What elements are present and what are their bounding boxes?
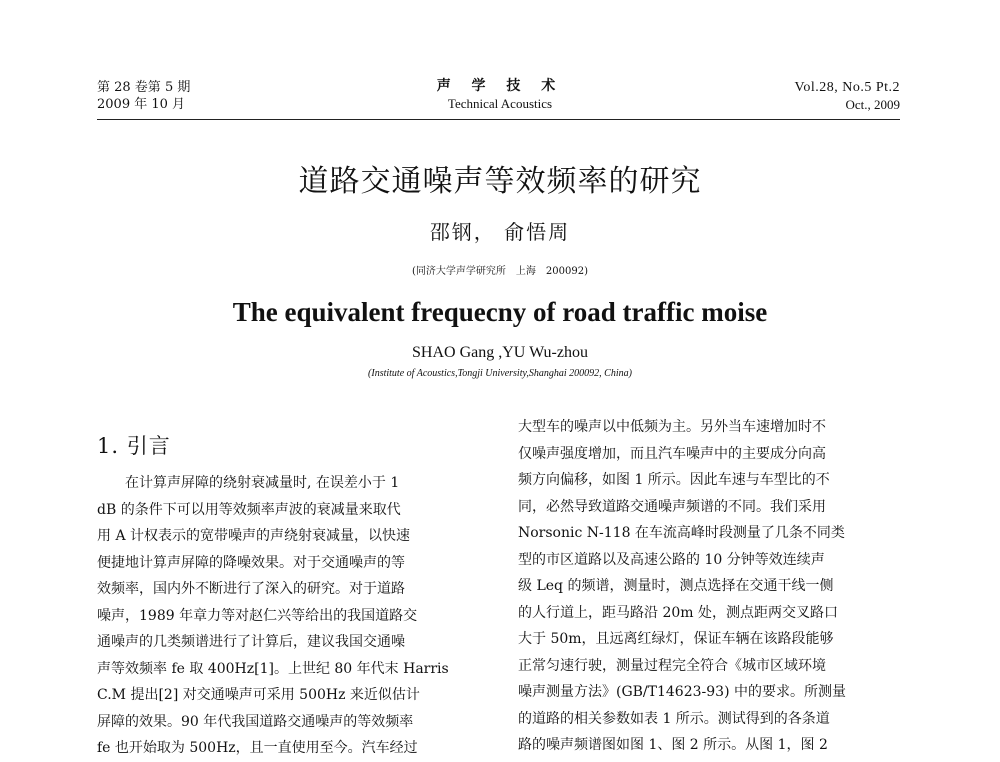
text-line: Norsonic N-118 在车流高峰时段测量了几条不同类 <box>518 525 845 541</box>
text-line: 通噪声的几类频谱进行了计算后，建议我国交通噪 <box>97 634 405 650</box>
left-column-text <box>97 470 484 762</box>
paper-title-cn: 道路交通噪声等效频率的研究 <box>298 164 702 199</box>
text-line: 便捷地计算声屏障的降噪效果。对于交通噪声的等 <box>97 554 405 571</box>
text-line: dB 的条件下可以用等效频率声波的衰减量来取代 <box>97 501 401 518</box>
right-column-text <box>518 414 903 759</box>
section-heading: 1. 引言 <box>97 434 171 458</box>
text-line: 型的市区道路以及高速公路的 10 分钟等效连续声 <box>518 551 825 568</box>
affiliation-en: (Institute of Acoustics,Tongji University,Shanghai 200092, China) <box>368 368 632 379</box>
text-line: fe 也开始取为 500Hz，且一直使用至今。汽车经过 <box>97 740 418 756</box>
text-line: 级 Leq 的频谱，测量时，测点选择在交通干线一侧 <box>518 578 834 594</box>
authors-en: SHAO Gang ,YU Wu-zhou <box>412 344 588 361</box>
text-line: 仅噪声强度增加，而且汽车噪声中的主要成分向高 <box>518 445 826 462</box>
text-line: 同，必然导致道路交通噪声频谱的不同。我们采用 <box>518 498 826 515</box>
text-line: 屏障的效果。90 年代我国道路交通噪声的等效频率 <box>97 713 414 730</box>
journal-volume-info <box>795 79 900 113</box>
date-en: Oct., 2009 <box>845 97 900 112</box>
text-line: 大型车的噪声以中低频为主。另外当车速增加时不 <box>518 419 826 435</box>
text-line: 频方向偏移，如图 1 所示。因此车速与车型比的不 <box>518 472 830 488</box>
affiliation-cn: (同济大学声学研究所 上海 200092) <box>412 266 588 277</box>
text-line: 大于 50m，且远离红绿灯，保证车辆在该路段能够 <box>518 631 834 647</box>
text-line: 噪声测量方法》(GB/T14623-93) 中的要求。所测量 <box>518 684 846 700</box>
text-line: 效频率，国内外不断进行了深入的研究。对于道路 <box>97 581 405 597</box>
text-line: 噪声，1989 年章力等对赵仁兴等给出的我国道路交 <box>97 607 418 624</box>
text-line: 路的噪声频谱图如图 1、图 2 所示。从图 1，图 2 <box>518 737 828 753</box>
text-line: 声等效频率 fe 取 400Hz[1]。上世纪 80 年代末 Harris <box>97 660 449 677</box>
authors-cn: 邵钢， 俞悟周 <box>429 220 571 244</box>
journal-name <box>400 78 600 112</box>
text-line: 的人行道上，距马路沿 20m 处，测点距两交叉路口 <box>518 604 838 621</box>
journal-name-cn: 声 学 技 术 <box>436 78 564 94</box>
volume-issue-en: Vol.28, No.5 Pt.2 <box>794 80 900 95</box>
text-line: 的道路的相关参数如表 1 所示。测试得到的各条道 <box>518 710 830 727</box>
journal-issue-info <box>97 79 190 113</box>
text-line: 在计算声屏障的绕射衰减量时, 在误差小于 1 <box>125 475 400 491</box>
date-cn: 2009 年 10 月 <box>97 97 186 112</box>
volume-issue-cn: 第 28 卷第 5 期 <box>97 80 191 95</box>
text-line: 用 A 计权表示的宽带噪声的声绕射衰减量，以快速 <box>97 528 411 544</box>
text-line: C.M 提出[2] 对交通噪声可采用 500Hz 来近似估计 <box>97 687 420 703</box>
paper-title-en: The equivalent frequecny of road traffic moise <box>232 297 768 327</box>
text-line: 正常匀速行驶，测量过程完全符合《城市区域环境 <box>518 657 826 674</box>
header-rule <box>97 119 900 120</box>
journal-name-en: Technical Acoustics <box>447 96 553 111</box>
